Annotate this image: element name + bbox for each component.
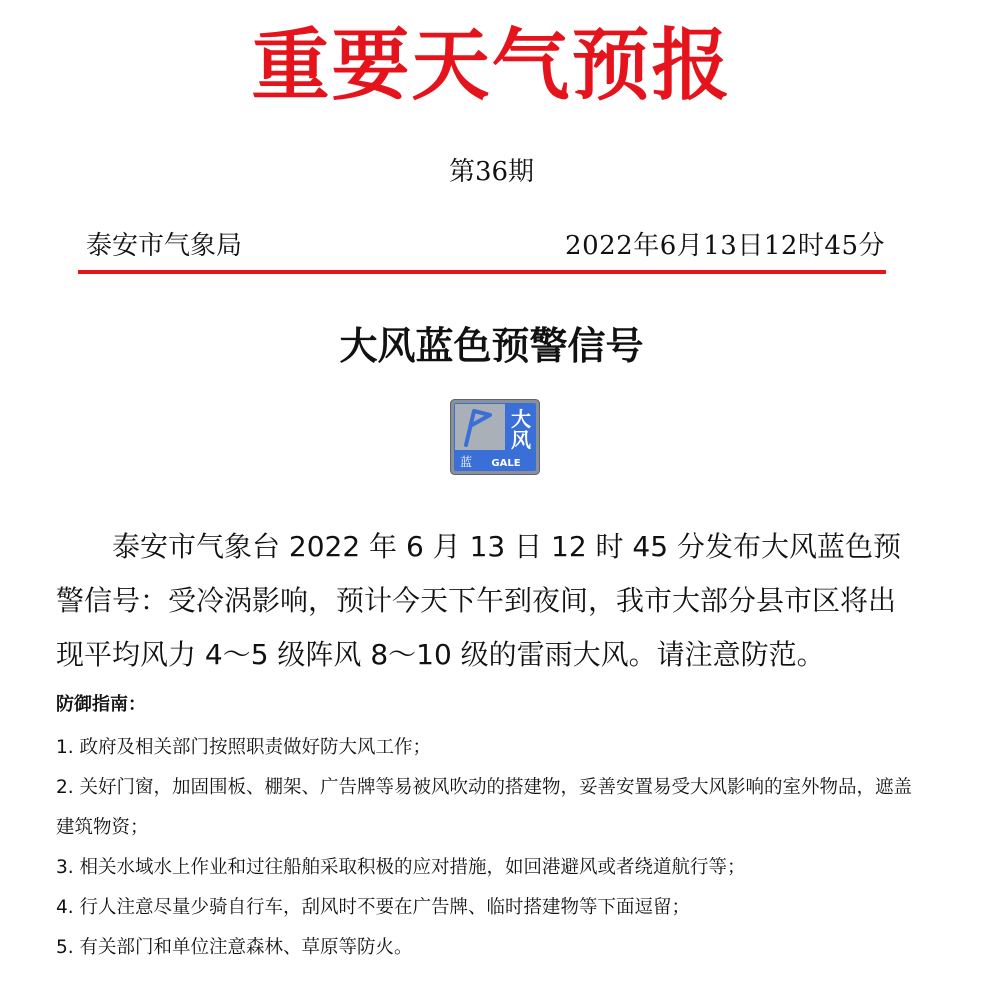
- guide-item: 2. 关好门窗，加固围板、棚架、广告牌等易被风吹动的搭建物，妥善安置易受大风影响的室外物品，遮盖建筑物资；: [56, 777, 913, 838]
- defense-guide-list: [56, 728, 922, 968]
- guide-item: 1. 政府及相关部门按照职责做好防大风工作；: [56, 737, 432, 758]
- masthead-title: 重要天气预报: [251, 20, 732, 111]
- issuing-bureau: 泰安市气象局: [86, 231, 243, 261]
- header-divider: [78, 270, 886, 274]
- icon-glyph-top: 大: [511, 407, 531, 431]
- guide-item: 5. 有关部门和单位注意森林、草原等防火。: [56, 937, 413, 958]
- guide-item: 3. 相关水域水上作业和过往船舶采取积极的应对措施，如回港避风或者绕道航行等；: [56, 857, 746, 878]
- guide-item: 4. 行人注意尽量少骑自行车，刮风时不要在广告牌、临时搭建物等下面逗留；: [56, 897, 691, 918]
- icon-glyph-bottom: 风: [511, 428, 531, 452]
- issue-number: 第36期: [448, 157, 535, 187]
- document-title: 大风蓝色预警信号: [339, 323, 644, 368]
- warning-paragraph: 泰安市气象台 2022 年 6 月 13 日 12 时 45 分发布大风蓝色预警信号：受冷涡影响，预计今天下午到夜间，我市大部分县市区将出现平均风力 4～5 级阵风 8～10 级的雷雨大风。请注意防范。: [56, 530, 901, 671]
- gale-blue-warning-icon: [450, 399, 540, 475]
- icon-code: GALE: [491, 458, 521, 469]
- icon-level-label: 蓝: [459, 455, 473, 469]
- issued-time: 2022年6月13日12时45分: [565, 231, 885, 261]
- defense-guide-heading: 防御指南：: [56, 694, 146, 715]
